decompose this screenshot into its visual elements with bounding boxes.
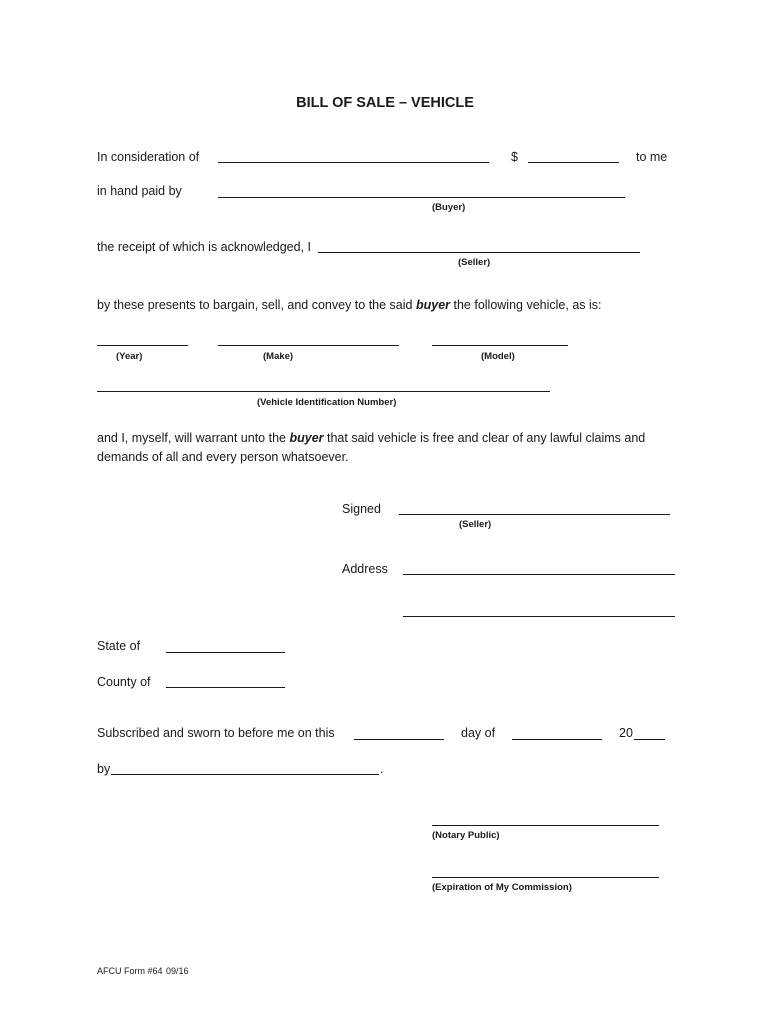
model-caption: (Model) xyxy=(481,351,515,362)
county-field[interactable] xyxy=(166,687,285,688)
by-field[interactable] xyxy=(111,774,379,775)
expiration-field[interactable] xyxy=(432,877,659,878)
document-title: BILL OF SALE – VEHICLE xyxy=(296,95,474,111)
signature-field[interactable] xyxy=(399,514,670,515)
notary-caption: (Notary Public) xyxy=(432,830,500,841)
make-field[interactable] xyxy=(218,345,399,346)
signed-label: Signed xyxy=(342,502,381,516)
state-label: State of xyxy=(97,639,141,653)
by-period: . xyxy=(380,762,384,776)
vin-field[interactable] xyxy=(97,391,550,392)
seller-field[interactable] xyxy=(318,252,640,253)
state-field[interactable] xyxy=(166,652,285,653)
seller-caption: (Seller) xyxy=(458,257,491,268)
convey-text-start: by these presents to bargain, sell, and convey to the said xyxy=(97,298,413,312)
consideration-field[interactable] xyxy=(218,162,489,163)
day-of-label: day of xyxy=(461,726,496,740)
convey-text-end: the following vehicle, as is: xyxy=(453,298,602,312)
day-field[interactable] xyxy=(354,739,444,740)
month-field[interactable] xyxy=(512,739,602,740)
expiration-caption: (Expiration of My Commission) xyxy=(432,882,572,893)
model-field[interactable] xyxy=(432,345,568,346)
warranty-paragraph xyxy=(97,429,697,467)
year-prefix: 20 xyxy=(619,726,633,740)
vin-caption: (Vehicle Identification Number) xyxy=(257,397,397,408)
to-me-label: to me xyxy=(636,150,668,164)
address-field-line-1[interactable] xyxy=(403,574,675,575)
signed-caption: (Seller) xyxy=(459,519,492,530)
year-caption: (Year) xyxy=(116,351,143,362)
dollar-sign: $ xyxy=(511,150,518,164)
form-number: AFCU Form #64 xyxy=(97,966,163,976)
make-caption: (Make) xyxy=(263,351,294,362)
paid-by-label: in hand paid by xyxy=(97,184,182,198)
receipt-label: the receipt of which is acknowledged, I xyxy=(97,240,312,254)
address-field-line-2[interactable] xyxy=(403,616,675,617)
year-field[interactable] xyxy=(97,345,188,346)
form-date: 09/16 xyxy=(166,966,189,976)
notary-signature-field[interactable] xyxy=(432,825,659,826)
warranty-emphasis: buyer xyxy=(289,431,324,445)
buyer-caption: (Buyer) xyxy=(432,202,466,213)
buyer-field[interactable] xyxy=(218,197,625,198)
subscribed-label: Subscribed and sworn to before me on this xyxy=(97,726,335,740)
by-label: by xyxy=(97,762,111,776)
warranty-line-2: demands of all and every person whatsoever. xyxy=(97,450,349,464)
address-label: Address xyxy=(342,562,388,576)
amount-field[interactable] xyxy=(528,162,619,163)
convey-sentence xyxy=(97,297,602,313)
county-label: County of xyxy=(97,675,151,689)
consideration-label: In consideration of xyxy=(97,150,200,164)
convey-emphasis: buyer xyxy=(415,298,451,312)
year-suffix-field[interactable] xyxy=(634,739,665,740)
warranty-text-end: that said vehicle is free and clear of any lawful claims and xyxy=(327,431,646,445)
warranty-text-start: and I, myself, will warrant unto the xyxy=(97,431,286,445)
